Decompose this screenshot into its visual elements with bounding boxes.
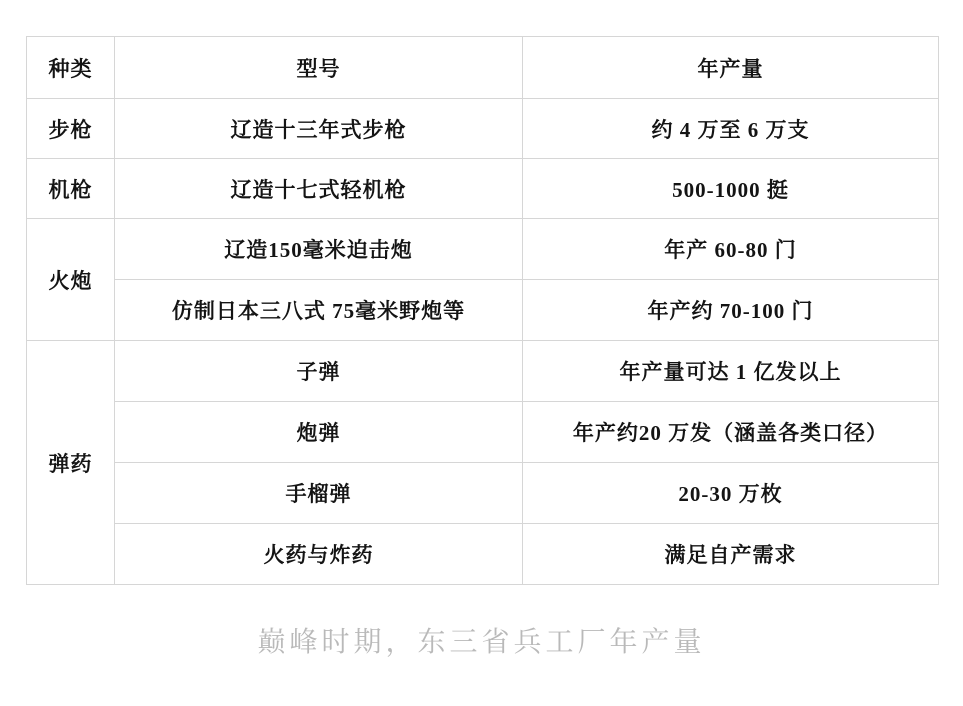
cell-output: 约 4 万至 6 万支: [523, 99, 939, 159]
production-table-container: [26, 36, 938, 585]
cell-model: 辽造十三年式步枪: [115, 99, 523, 159]
cell-kind: 步枪: [27, 99, 115, 159]
table-row: [27, 341, 939, 402]
table-caption: 巅峰时期，东三省兵工厂年产量: [257, 627, 706, 658]
cell-model: 仿制日本三八式 75毫米野炮等: [115, 280, 523, 341]
cell-output: 20-30 万枚: [523, 463, 939, 524]
table-row: [27, 524, 939, 585]
cell-model: 辽造十七式轻机枪: [115, 159, 523, 219]
cell-model: 辽造150毫米迫击炮: [115, 219, 523, 280]
cell-model: 手榴弹: [115, 463, 523, 524]
production-table: [26, 36, 939, 585]
cell-model: 子弹: [115, 341, 523, 402]
cell-output: 年产量可达 1 亿发以上: [523, 341, 939, 402]
table-row: [27, 219, 939, 280]
cell-output: 500-1000 挺: [523, 159, 939, 219]
cell-output: 年产约 70-100 门: [523, 280, 939, 341]
table-row: [27, 99, 939, 159]
cell-kind: 火炮: [27, 219, 115, 341]
table-row: [27, 280, 939, 341]
column-header-model: 型号: [115, 37, 523, 99]
cell-output: 年产 60-80 门: [523, 219, 939, 280]
cell-model: 火药与炸药: [115, 524, 523, 585]
table-row: [27, 159, 939, 219]
cell-kind: 弹药: [27, 341, 115, 585]
column-header-output: 年产量: [523, 37, 939, 99]
cell-output: 满足自产需求: [523, 524, 939, 585]
cell-kind: 机枪: [27, 159, 115, 219]
column-header-kind: 种类: [27, 37, 115, 99]
table-row: [27, 402, 939, 463]
cell-output: 年产约20 万发（涵盖各类口径）: [523, 402, 939, 463]
table-header-row: [27, 37, 939, 99]
table-row: [27, 463, 939, 524]
cell-model: 炮弹: [115, 402, 523, 463]
